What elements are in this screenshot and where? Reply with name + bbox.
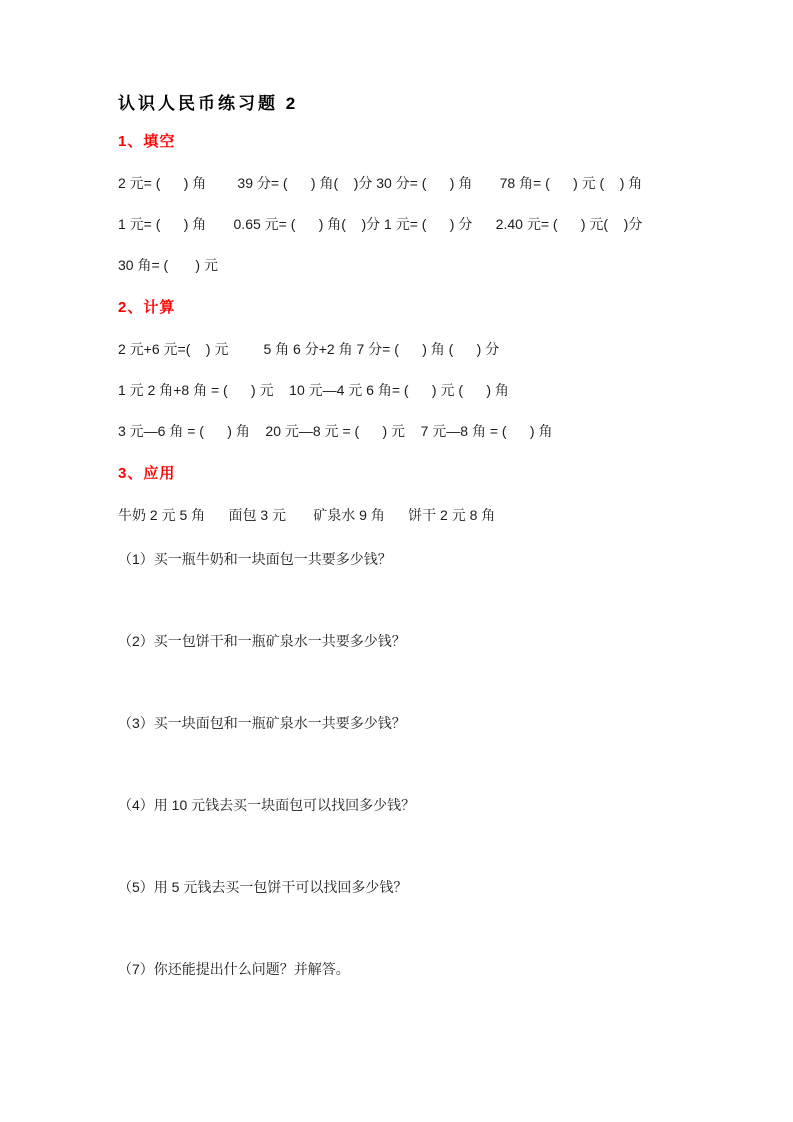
section-1-heading: 1、填空 [118,133,176,150]
calc-line-3: 3 元—6 角 = ( ) 角 20 元—8 元 = ( ) 元 7 元—8 角 = ( ) 角 [118,423,553,439]
application-question-3: （3）买一块面包和一瓶矿泉水一共要多少钱？ [118,715,406,731]
application-question-4: （4）用 10 元钱去买一块面包可以找回多少钱？ [118,797,416,813]
fill-line-1: 2 元= ( ) 角 39 分= ( ) 角( )分 30 分= ( ) 角 78 角= ( ) 元 ( ) 角 [118,175,643,191]
fill-line-3: 30 角= ( ) 元 [118,257,218,273]
page-title: 认识人民币练习题 2 [118,94,299,113]
application-question-7: （7）你还能提出什么问题？并解答。 [118,961,350,977]
application-question-2: （2）买一包饼干和一瓶矿泉水一共要多少钱？ [118,633,406,649]
fill-line-2: 1 元= ( ) 角 0.65 元= ( ) 角( )分 1 元= ( ) 分 2.40 元= ( ) 元( )分 [118,216,643,232]
price-list: 牛奶 2 元 5 角 面包 3 元 矿泉水 9 角 饼干 2 元 8 角 [118,507,496,523]
section-application [118,464,743,979]
application-question-1: （1）买一瓶牛奶和一块面包一共要多少钱？ [118,551,392,567]
calc-line-1: 2 元+6 元=( ) 元 5 角 6 分+2 角 7 分= ( ) 角 ( ) 分 [118,341,500,357]
calc-line-2: 1 元 2 角+8 角 = ( ) 元 10 元—4 元 6 角= ( ) 元 ( ) 角 [118,382,509,398]
section-calculation [118,298,743,441]
application-question-5: （5）用 5 元钱去买一包饼干可以找回多少钱？ [118,879,408,895]
section-2-heading: 2、计算 [118,299,176,316]
section-3-heading: 3、应用 [118,465,176,482]
section-fill-in-blanks [118,132,743,275]
